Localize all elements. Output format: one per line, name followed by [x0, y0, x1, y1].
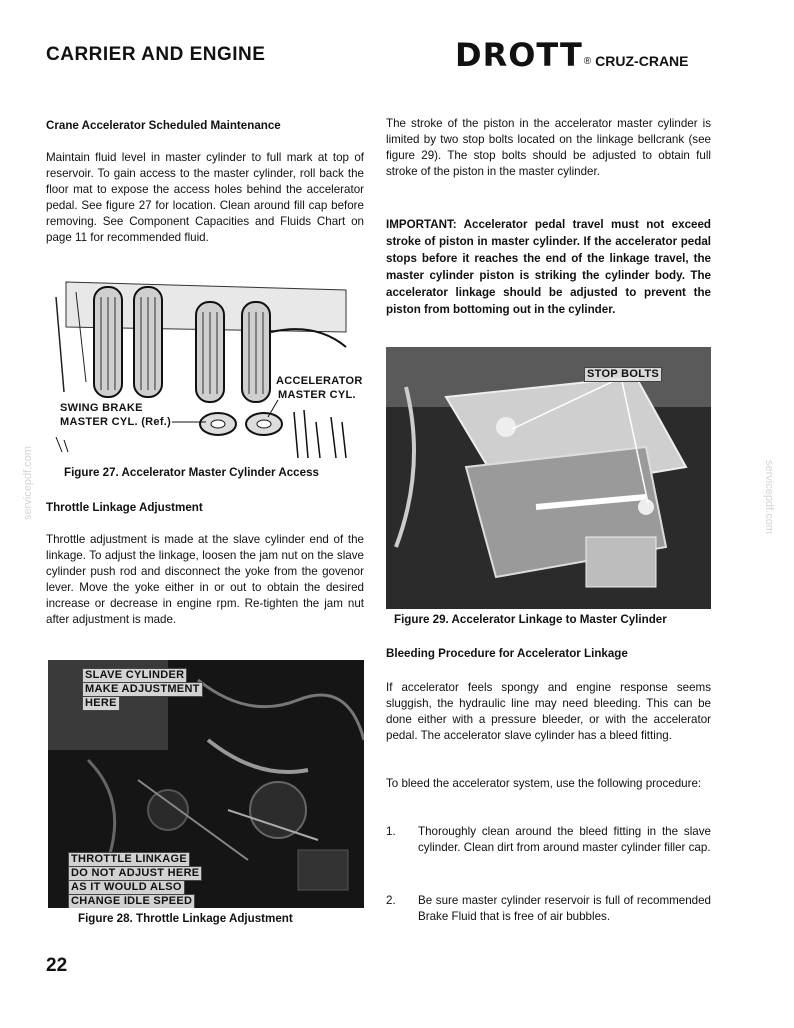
procedure-intro: To bleed the accelerator system, use the following procedure:: [386, 777, 702, 790]
slave-cylinder-label: SLAVE CYLINDER: [82, 668, 187, 683]
important-paragraph: IMPORTANT: Accelerator pedal travel must not exceed stroke of piston in master cylinder. If the accelerator pedal stops before it reaches the end of the linkage travel, the master cylinder piston is striking the cylinder body. The accelerator linkage should be adjusted to prevent the piston from bottoming out in the cylinder.: [386, 218, 711, 316]
step-text: Thoroughly clean around the bleed fitting in the slave cylinder. Clean dirt from around master cylinder filler cap.: [418, 825, 711, 854]
brand-subtitle: CRUZ-CRANE: [595, 53, 689, 69]
stroke-paragraph: The stroke of the piston in the accelerator master cylinder is limited by two stop bolts located on the linkage bellcrank (see figure 29). The stop bolts should be adjusted to obtain full stroke of the piston in the master cylinder.: [386, 117, 711, 178]
figure-27-caption: Figure 27. Accelerator Master Cylinder Access: [64, 466, 319, 479]
maintenance-heading: Crane Accelerator Scheduled Maintenance: [46, 119, 281, 132]
change-idle-label: CHANGE IDLE SPEED: [68, 894, 195, 908]
throttle-heading: Throttle Linkage Adjustment: [46, 501, 203, 514]
procedure-step: [386, 824, 711, 872]
as-it-would-label: AS IT WOULD ALSO: [68, 880, 185, 895]
figure-28-caption: Figure 28. Throttle Linkage Adjustment: [78, 912, 293, 925]
procedure-step: [386, 893, 711, 941]
watermark-right: servicepdf.com: [763, 460, 775, 534]
throttle-paragraph: Throttle adjustment is made at the slave cylinder end of the linkage. To adjust the linkage, loosen the jam nut on the slave cylinder push rod and disconnect the yoke from the govenor lever. Move the yoke either in or out to obtain the desired increase or decrease in engine rpm. Re-tighten the jam nut after adjustment is made.: [46, 533, 364, 626]
here-label: HERE: [82, 696, 120, 711]
accelerator-label: ACCELERATOR: [276, 375, 363, 387]
pedals-illustration: [46, 272, 364, 458]
do-not-adjust-label: DO NOT ADJUST HERE: [68, 866, 202, 881]
brand-name: DROTT: [455, 36, 583, 74]
step-number: 2.: [386, 894, 396, 907]
bleeding-heading: Bleeding Procedure for Accelerator Linkage: [386, 647, 628, 660]
figure-29-caption: Figure 29. Accelerator Linkage to Master Cylinder: [394, 613, 667, 626]
page-number: 22: [46, 955, 68, 976]
maintenance-paragraph: Maintain fluid level in master cylinder to full mark at top of reservoir. To gain access to the master cylinder, roll back the floor mat to expose the access holes behind the accelerator pedal. See figure 27 for location. Clean around fill cap before removing. See Component Capacities and Fluids Chart on page 11 for recommended fluid.: [46, 151, 364, 244]
stop-bolts-label: STOP BOLTS: [584, 367, 662, 382]
section-title: CARRIER AND ENGINE: [46, 44, 266, 65]
swing-brake-master-label: MASTER CYL. (Ref.): [60, 416, 172, 428]
watermark-left: servicepdf.com: [22, 446, 34, 520]
throttle-linkage-label: THROTTLE LINKAGE: [68, 852, 190, 867]
figure-29-photo: [386, 347, 711, 609]
figure-27-image: [46, 272, 364, 458]
make-adjustment-label: MAKE ADJUSTMENT: [82, 682, 203, 697]
figure-28-photo: [48, 660, 364, 908]
step-text: Be sure master cylinder reservoir is full of recommended Brake Fluid that is free of air bubbles.: [418, 894, 711, 923]
linkage-photo-illustration: [386, 347, 711, 609]
swing-brake-label: SWING BRAKE: [60, 402, 143, 414]
brand-logo: [455, 36, 689, 74]
registered-mark: ®: [583, 56, 592, 67]
step-number: 1.: [386, 825, 396, 838]
bleeding-paragraph: If accelerator feels spongy and engine response seems sluggish, the hydraulic line may need bleeding. This can be done either with a pressure bleeder, or with the accelerator pedal. The accelerator slave cylinder has a bleed fitting.: [386, 681, 711, 742]
master-cyl-label: MASTER CYL.: [278, 389, 356, 401]
